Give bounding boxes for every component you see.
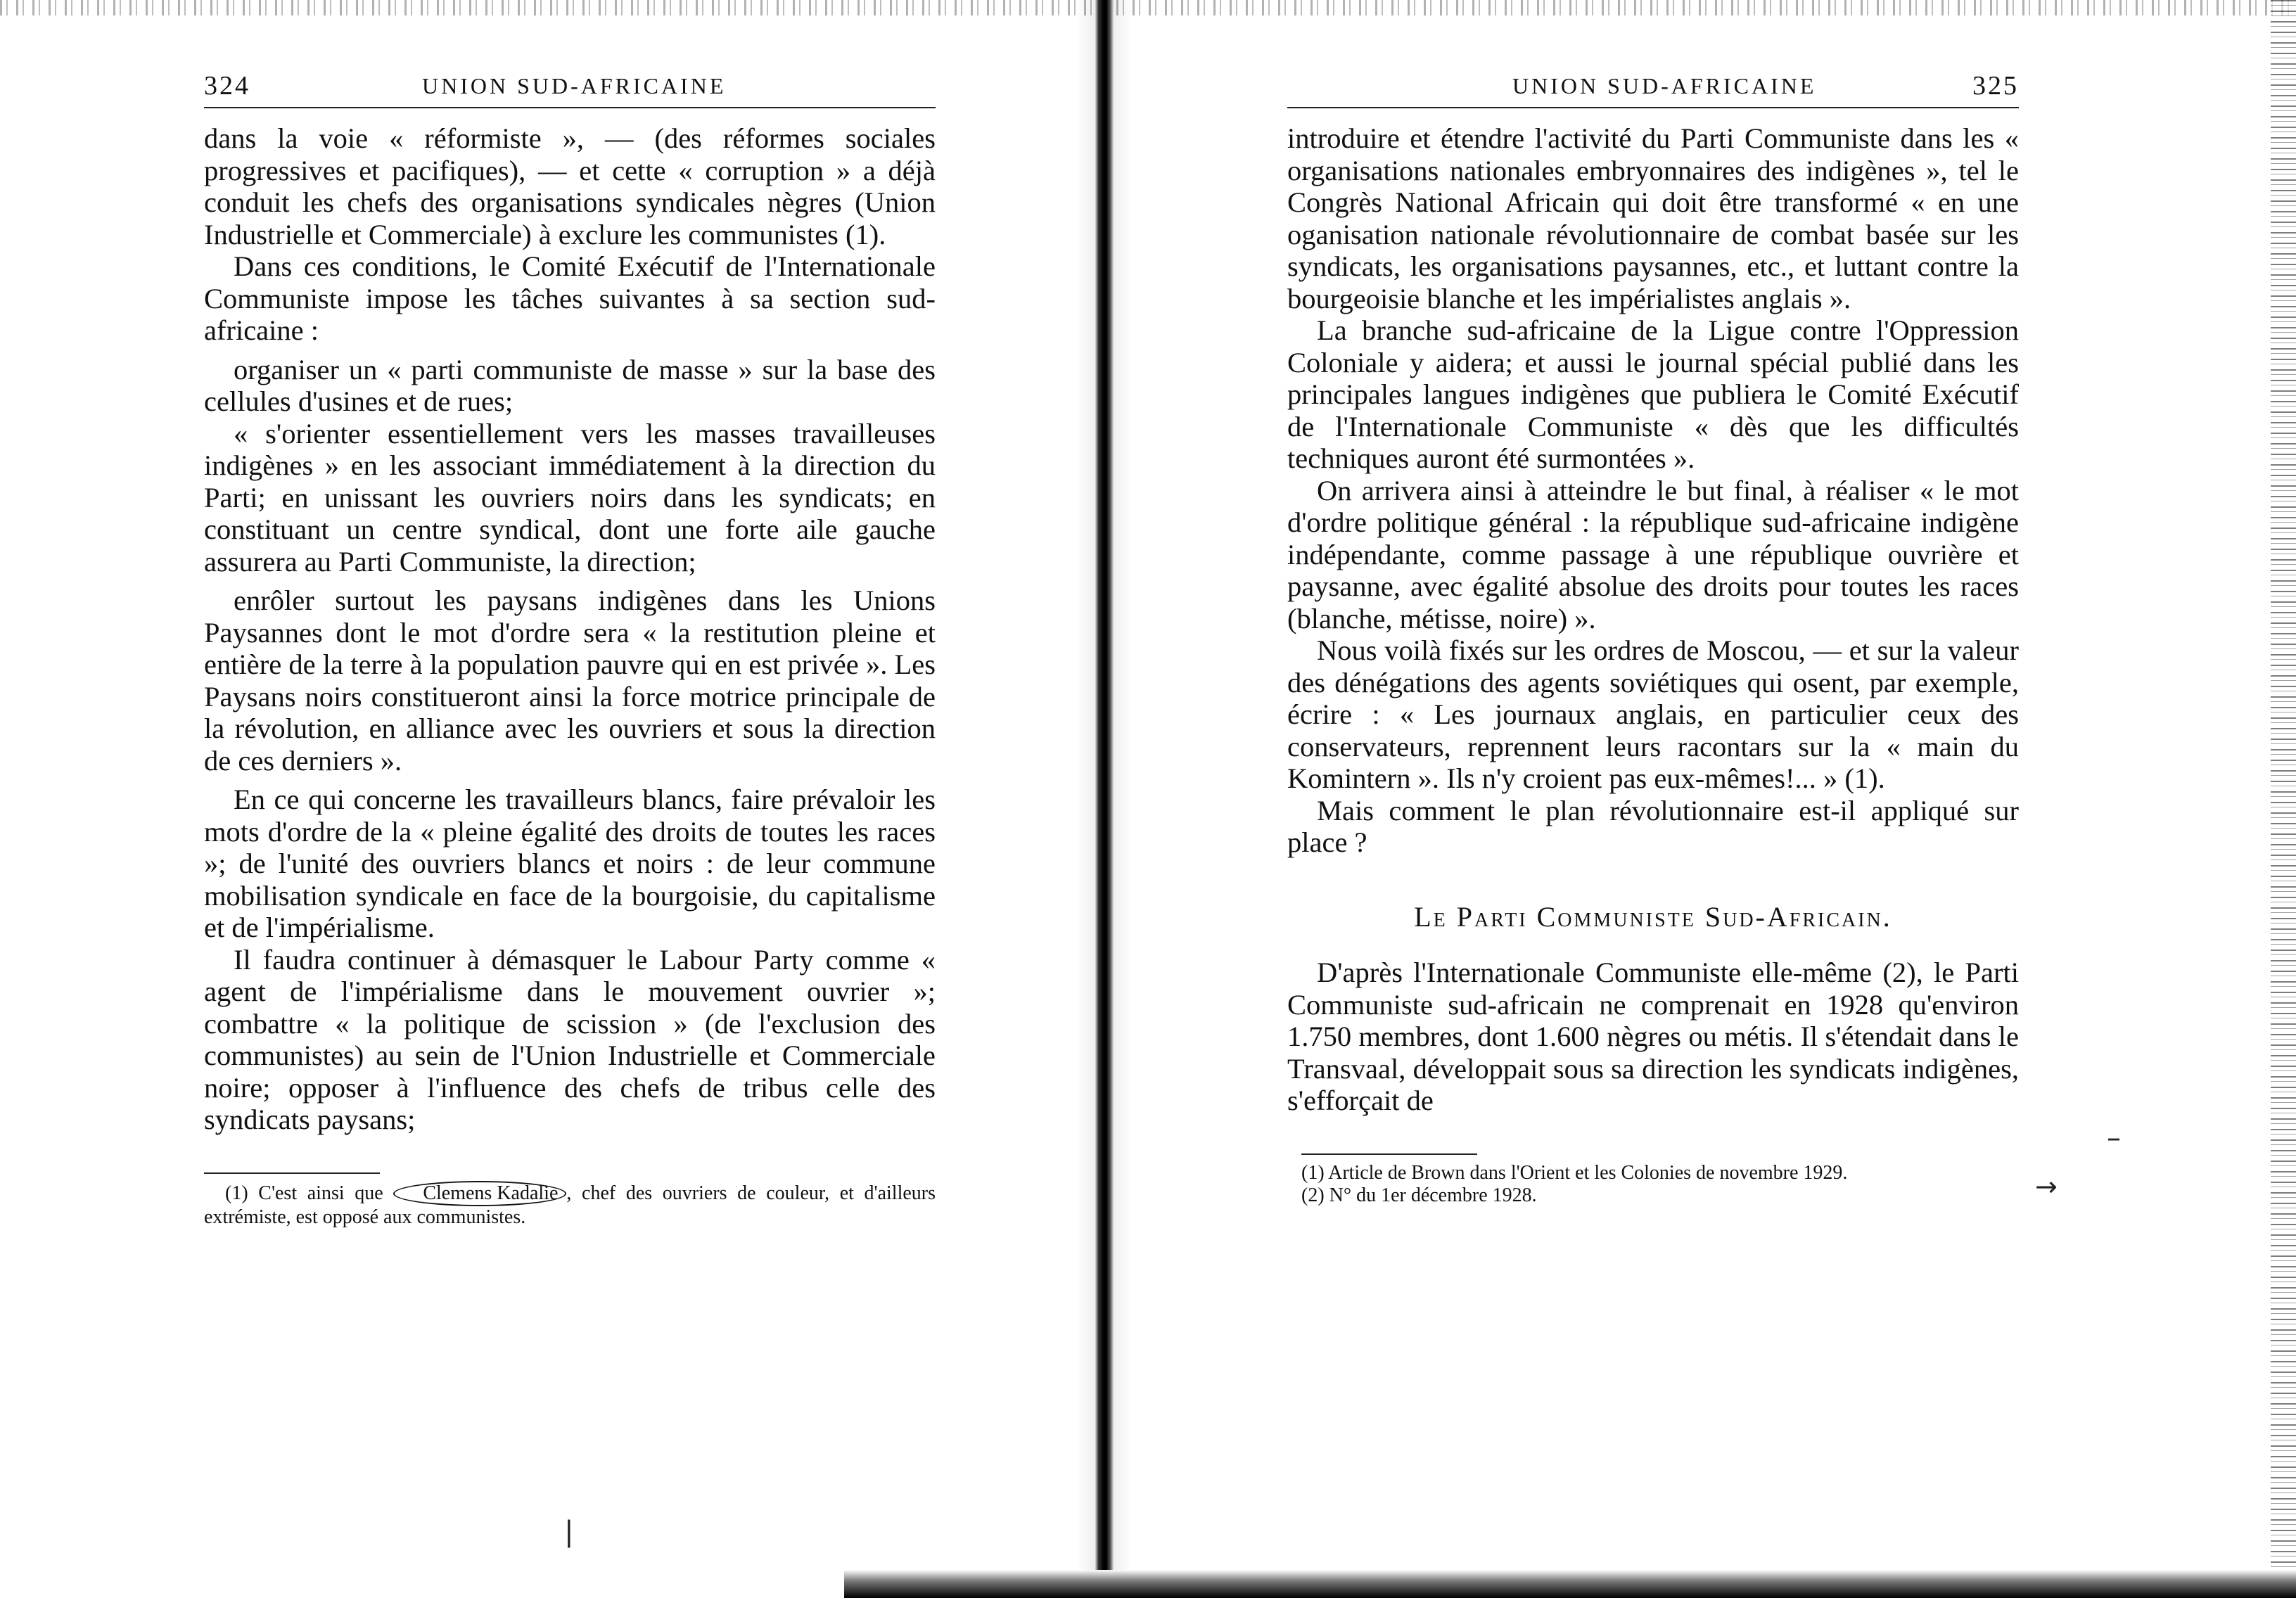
paragraph: organiser un « parti communiste de masse » sur la base des cellules d'usines et de rues; [204,353,936,417]
paragraph: enrôler surtout les paysans indigènes dans les Unions Paysannes dont le mot d'ordre sera « la restitution pleine et entière de la terre à la population pauvre qui en est privée ». Les Paysans noirs constitueront ainsi la force motrice principale de la révolution, en alliance avec les ouvriers et sous la direction de ces derniers ». [204,584,936,776]
right-page-header [1287,63,2019,108]
paragraph: Nous voilà fixés sur les ordres de Moscou, — et sur la valeur des dénégations des agents soviétiques qui osent, par exemple, écrire : « Les journaux anglais, en particulier ceux des conservateurs, reprennent leurs racontars sur la « main du Komintern ». Ils n'y croient pas eux-mêmes!... » (1). [1287,634,2019,794]
footnote-suffix: , chef des ouvriers de couleur, et d'ailleurs extrémiste, est opposé aux communistes. [204,1182,936,1228]
paragraph: dans la voie « réformiste », — (des réformes sociales progressives et pacifiques), — et cette « corruption » a déjà conduit les chefs des organisations syndicales nègres (Union Industrielle et Commerciale) à exclure les communistes (1). [204,122,936,250]
running-head: UNION SUD-AFRICAINE [422,73,727,98]
right-footnotes [1301,1162,2019,1207]
margin-dash-mark: – [2107,1122,2121,1154]
footnote-prefix: (1) C'est ainsi que [225,1182,383,1204]
margin-arrow-mark: → [2035,1171,2058,1202]
paragraph: Il faudra continuer à démasquer le Labour Party comme « agent de l'impérialisme dans le mouvement ouvrier »; combattre « la politique de scission » (de l'exclusion des communistes) au sein de l'Union Industrielle et Commerciale noire; opposer à l'influence des chefs de tribus celle des syndicats paysans; [204,943,936,1135]
page-number: 324 [204,71,250,101]
paragraph: introduire et étendre l'activité du Parti Communiste dans les « organisations nationales embryonnaires des indigènes », tel le Congrès National Africain qui doit être transformé « en une oganisation nationale révolutionnaire de combat basée sur les syndicats, les organisations paysannes, etc., et luttant contre la bourgeoisie blanche et les impérialistes anglais ». [1287,122,2019,314]
ink-tick-mark: ❘ [557,1516,581,1548]
paragraph: D'après l'Internationale Communiste elle-même (2), le Parti Communiste sud-africain ne comprenait en 1928 qu'environ 1.750 membres, dont 1.600 nègres ou métis. Il s'étendait dans le Transvaal, développait sous sa direction les syndicats indigènes, s'efforçait de [1287,957,2019,1116]
running-head: UNION SUD-AFRICAINE [1512,73,1817,98]
paragraph: En ce qui concerne les travailleurs blancs, faire prévaloir les mots d'ordre de la « pleine égalité des droits de toutes les races »; de l'unité des ouvriers blancs et noirs : de leur commune mobilisation syndicale en face de la bourgoisie, du capitalisme et de l'impérialisme. [204,784,936,943]
left-page [204,63,936,1229]
page-edge-right [2271,0,2296,1598]
footnote [204,1181,936,1229]
footnote-rule [204,1172,380,1174]
footnote: (2) N° du 1er décembre 1928. [1301,1184,1537,1206]
paragraph: Mais comment le plan révolutionnaire est-il appliqué sur place ? [1287,794,2019,858]
book-gutter [1095,0,1114,1598]
left-footnotes [204,1181,936,1229]
page-number: 325 [1972,71,2019,101]
paragraph: Dans ces conditions, le Comité Exécutif de l'Internationale Communiste impose les tâches suivantes à sa section sud-africaine : [204,250,936,346]
circled-name: Clemens Kadalie [393,1181,566,1206]
left-page-body [204,122,936,1136]
paragraph: On arrivera ainsi à atteindre le but final, à réaliser « le mot d'ordre politique général : la république sud-africaine indigène indépendante, comme passage à une république ouvrière et paysanne, avec égalité absolue des droits pour toutes les races (blanche, métisse, noire) ». [1287,474,2019,634]
right-page-body [1287,122,2019,1117]
section-title: Le Parti Communiste Sud-Africain. [1414,900,1892,933]
scan-noise-top [0,0,2296,15]
paragraph: La branche sud-africaine de la Ligue contre l'Oppression Coloniale y aidera; et aussi le journal spécial publié dans les principales langues indigènes que publiera le Comité Exécutif de l'Internationale Communiste « dès que les difficultés techniques auront été surmontées ». [1287,314,2019,474]
left-page-header [204,63,936,108]
footnote-rule [1301,1153,1477,1155]
page-edge-bottom [844,1570,2296,1598]
paragraph: « s'orienter essentiellement vers les masses travailleuses indigènes » en les associant immédiatement à la direction du Parti; en unissant les ouvriers noirs dans les syndicats; en constituant un centre syndical, dont une forte aile gauche assurera au Parti Communiste, la direction; [204,417,936,577]
footnote: (1) Article de Brown dans l'Orient et les Colonies de novembre 1929. [1301,1161,1848,1184]
right-page [1287,63,2019,1207]
